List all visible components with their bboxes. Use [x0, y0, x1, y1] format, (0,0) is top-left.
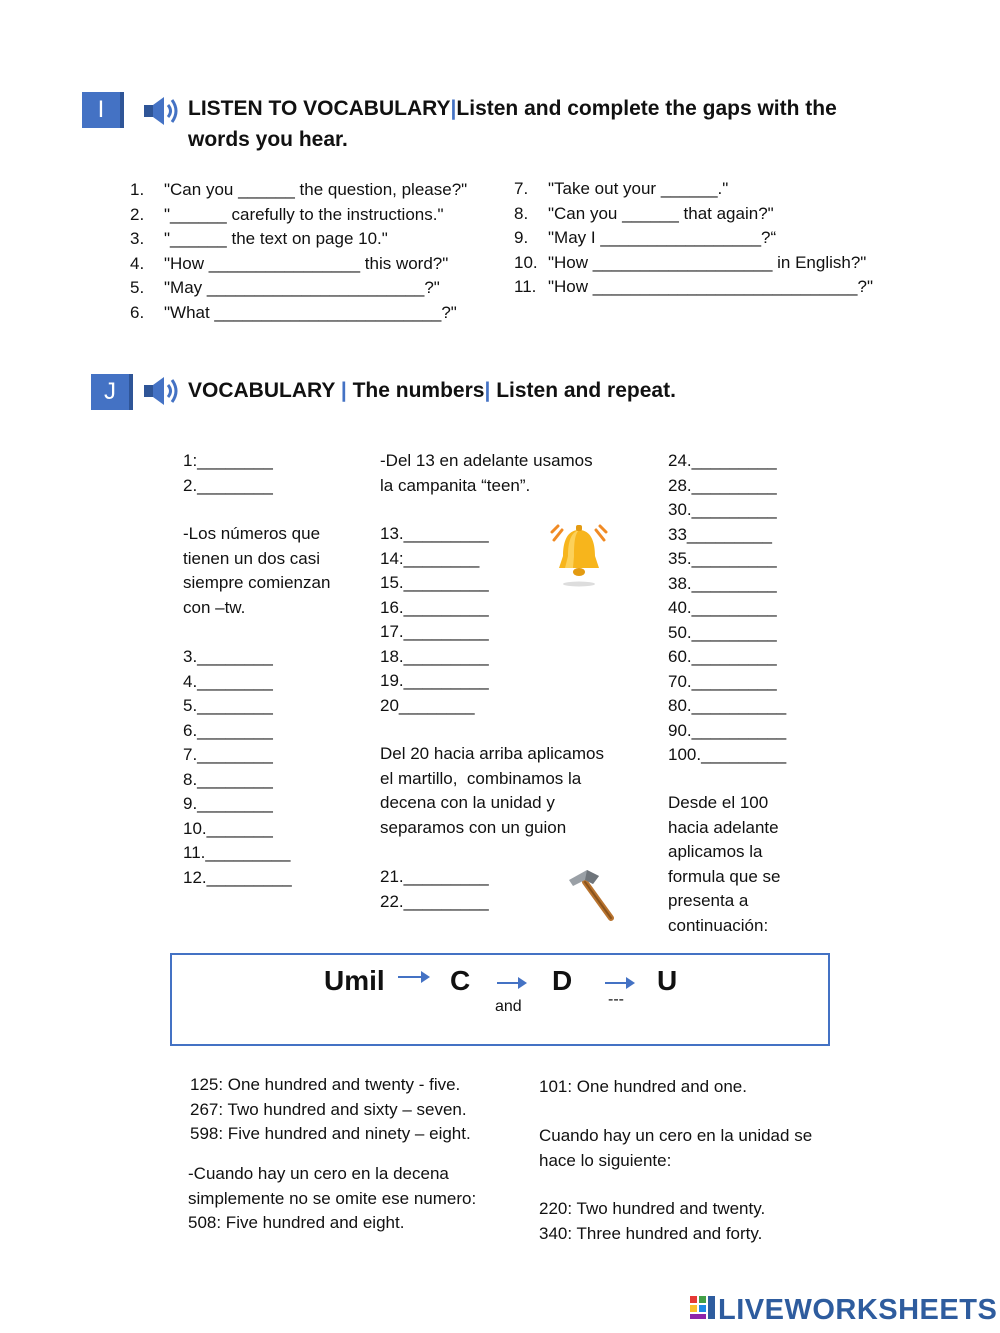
- section-j-title-sub: The numbers: [352, 379, 485, 402]
- title-separator: |: [450, 97, 457, 120]
- section-j-title: [188, 375, 676, 406]
- numbers-24-100[interactable]: 24._________ 28._________ 30._________ 33_________ 35._________ 38._________ 40._________ 50._________ 60._________ 70._________ 80.__________ 90.__________ 100._________: [668, 451, 787, 764]
- numbers-13-20[interactable]: 13._________ 14:________ 15._________ 16._________ 17._________ 18._________ 19._________ 20________: [380, 524, 489, 715]
- arrow-icon: [398, 976, 428, 978]
- questions-list-right: [514, 177, 873, 300]
- section-j-badge: J: [91, 374, 133, 410]
- gap-item-7[interactable]: "Take out your ______.": [548, 179, 729, 198]
- list-item: 9. "May I _________________?“: [514, 226, 873, 251]
- section-j-title-main: VOCABULARY: [188, 379, 336, 402]
- questions-list-left: [130, 178, 467, 325]
- gap-item-11[interactable]: "How ____________________________?": [548, 277, 873, 296]
- teen-note: -Del 13 en adelante usamos la campanita “teen”.: [380, 451, 593, 495]
- formula-and: and: [495, 998, 522, 1015]
- arrow-icon: [605, 982, 633, 984]
- gap-item-5[interactable]: "May _______________________?": [164, 278, 440, 297]
- numbers-1-2[interactable]: 1:________ 2.________: [183, 451, 273, 495]
- hammer-icon: [565, 866, 621, 929]
- gap-item-9[interactable]: "May I _________________?“: [548, 228, 777, 247]
- gap-item-4[interactable]: "How ________________ this word?": [164, 253, 449, 273]
- section-i-badge: I: [82, 92, 124, 128]
- zero-tens-note: -Cuando hay un cero en la decena simplemente no se omite ese numero: 508: Five hundred and eight.: [188, 1164, 477, 1232]
- examples-left: 125: One hundred and twenty - five. 267: Two hundred and sixty – seven. 598: Five hundred and ninety – eight.: [190, 1075, 471, 1143]
- list-item: 10. "How ___________________ in English?": [514, 251, 873, 276]
- gap-item-2[interactable]: "______ carefully to the instructions.": [164, 204, 444, 224]
- title-separator: |: [340, 379, 347, 402]
- gap-item-8[interactable]: "Can you ______ that again?": [548, 203, 774, 223]
- formula-umil: Umil: [324, 965, 385, 996]
- list-item: 1. "Can you ______ the question, please?": [130, 178, 467, 203]
- bell-icon: [548, 520, 610, 595]
- section-i-title-sub: Listen and complete the gaps with the: [456, 97, 837, 120]
- logo-text: LIVEWORKSHEETS: [718, 1294, 998, 1326]
- formula-c: C: [450, 965, 471, 996]
- list-item: 5. "May _______________________?": [130, 276, 467, 301]
- list-item: 11. "How ____________________________?": [514, 275, 873, 300]
- numbers-3-12[interactable]: 3.________ 4.________ 5.________ 6.________ 7.________ 8.________ 9.________ 10._______ 11._________ 12._________: [183, 647, 292, 887]
- speaker-icon[interactable]: [142, 94, 184, 133]
- formula-dash: ---: [608, 991, 624, 1008]
- examples-right: 220: Two hundred and twenty. 340: Three hundred and forty.: [539, 1199, 766, 1243]
- logo-icon: [690, 1295, 716, 1328]
- section-i-title-main: LISTEN TO VOCABULARY: [188, 97, 451, 120]
- formula-box: [170, 953, 830, 1046]
- list-item: 8. "Can you ______ that again?": [514, 202, 873, 227]
- section-i-title-cont: words you hear.: [188, 128, 348, 151]
- list-item: 4. "How ________________ this word?": [130, 252, 467, 277]
- section-i-title: [188, 93, 908, 155]
- list-item: 3. "______ the text on page 10.": [130, 227, 467, 252]
- tw-note: -Los números que tienen un dos casi siempre comienzan con –tw.: [183, 524, 331, 617]
- gap-item-3[interactable]: "______ the text on page 10.": [164, 229, 388, 248]
- gap-item-1[interactable]: "Can you ______ the question, please?": [164, 180, 468, 199]
- numbers-21-22[interactable]: 21._________ 22._________: [380, 867, 489, 911]
- speaker-icon[interactable]: [142, 374, 184, 413]
- list-item: 2. "______ carefully to the instructions.": [130, 203, 467, 228]
- formula-u: U: [657, 965, 678, 996]
- title-separator: |: [484, 379, 491, 402]
- list-item: 7. "Take out your ______.": [514, 177, 873, 202]
- example-101: 101: One hundred and one.: [539, 1077, 747, 1096]
- hundred-note: Desde el 100 hacia adelante aplicamos la formula que se presenta a continuación:: [668, 793, 781, 935]
- zero-units-note: Cuando hay un cero en la unidad se hace lo siguiente:: [539, 1126, 813, 1170]
- gap-item-6[interactable]: "What ________________________?": [164, 302, 457, 322]
- section-j-title-instr: Listen and repeat.: [496, 379, 676, 402]
- liveworksheets-logo[interactable]: [690, 1294, 997, 1328]
- formula-d: D: [552, 965, 573, 996]
- gap-item-10[interactable]: "How ___________________ in English?": [548, 252, 867, 272]
- list-item: 6. "What ________________________?": [130, 301, 467, 326]
- arrow-icon: [497, 982, 525, 984]
- hammer-note: Del 20 hacia arriba aplicamos el martillo, combinamos la decena con la unidad y separamos con un guion: [380, 744, 604, 837]
